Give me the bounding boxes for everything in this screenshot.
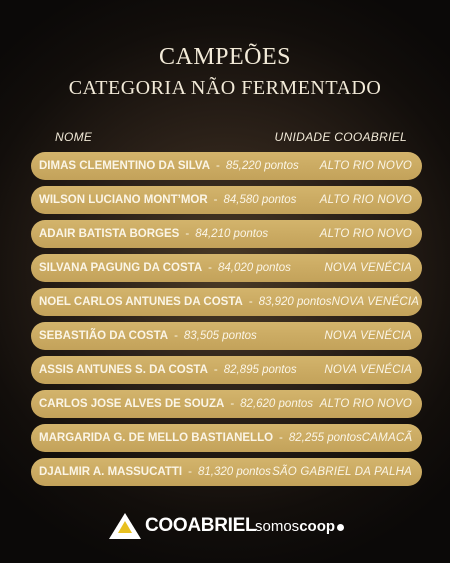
column-header-name: NOME (55, 130, 93, 144)
coop-wordmark: coop (299, 518, 336, 535)
somoscoop-logo (255, 518, 344, 535)
row-score: 82,895 pontos (223, 364, 297, 376)
ranking-row (31, 254, 422, 282)
row-score: 83,505 pontos (183, 330, 257, 342)
row-unit: ALTO RIO NOVO (319, 228, 412, 240)
row-name: DIMAS CLEMENTINO DA SILVA (39, 160, 211, 172)
row-name: ADAIR BATISTA BORGES (39, 228, 180, 240)
coop-dot-icon (337, 524, 344, 531)
ranking-row (31, 390, 422, 418)
ranking-row (31, 424, 422, 452)
row-name: CARLOS JOSE ALVES DE SOUZA (39, 398, 225, 410)
row-unit: NOVA VENÉCIA (324, 364, 412, 376)
page-subtitle: CATEGORIA NÃO FERMENTADO (68, 77, 382, 99)
ranking-row (31, 220, 422, 248)
row-name: MARGARIDA G. DE MELLO BASTIANELLO (39, 432, 274, 444)
row-separator: - (185, 228, 190, 240)
cooabriel-logo (108, 512, 256, 540)
row-unit: CAMACÃ (361, 432, 413, 444)
ranking-row (31, 152, 422, 180)
row-score: 82,620 pontos (240, 398, 314, 410)
page-title: CAMPEÕES (158, 44, 292, 70)
ranking-row (31, 356, 422, 384)
row-unit: NOVA VENÉCIA (324, 262, 412, 274)
ranking-row (31, 288, 422, 316)
row-unit: ALTO RIO NOVO (319, 160, 412, 172)
somos-wordmark: somos (255, 518, 300, 535)
row-name: DJALMIR A. MASSUCATTI (39, 466, 183, 478)
row-separator: - (248, 296, 253, 308)
ranking-list (31, 152, 422, 492)
row-separator: - (213, 364, 218, 376)
row-name: SILVANA PAGUNG DA COSTA (39, 262, 203, 274)
ranking-row (31, 458, 422, 486)
row-separator: - (216, 160, 220, 172)
row-score: 81,320 pontos (197, 466, 271, 478)
row-unit: ALTO RIO NOVO (319, 398, 412, 410)
row-unit: NOVA VENÉCIA (324, 330, 412, 342)
row-name: NOEL CARLOS ANTUNES DA COSTA (39, 296, 243, 308)
row-unit: ALTO RIO NOVO (319, 194, 412, 206)
footer-logos (0, 512, 450, 542)
ranking-row (31, 186, 422, 214)
row-score: 83,920 pontos (258, 296, 332, 308)
row-separator: - (208, 262, 212, 274)
row-separator: - (230, 398, 235, 410)
row-score: 84,210 pontos (195, 228, 269, 240)
row-score: 84,020 pontos (217, 262, 291, 274)
column-header-unit: UNIDADE COOABRIEL (274, 130, 407, 144)
cooabriel-wordmark: COOABRIEL (145, 515, 257, 536)
row-score: 84,580 pontos (223, 194, 297, 206)
row-unit: SÃO GABRIEL DA PALHA (272, 466, 412, 478)
row-score: 85,220 pontos (225, 160, 299, 172)
row-name: ASSIS ANTUNES S. DA COSTA (39, 364, 208, 376)
row-name: WILSON LUCIANO MONT’MOR (39, 194, 208, 206)
ranking-row (31, 322, 422, 350)
row-separator: - (213, 194, 218, 206)
row-separator: - (279, 432, 283, 444)
row-score: 82,255 pontos (288, 432, 362, 444)
row-name: SEBASTIÃO DA COSTA (39, 330, 169, 342)
row-separator: - (174, 330, 178, 342)
row-unit: NOVA VENÉCIA (331, 296, 420, 308)
row-separator: - (188, 466, 192, 478)
mountain-icon (108, 512, 142, 540)
